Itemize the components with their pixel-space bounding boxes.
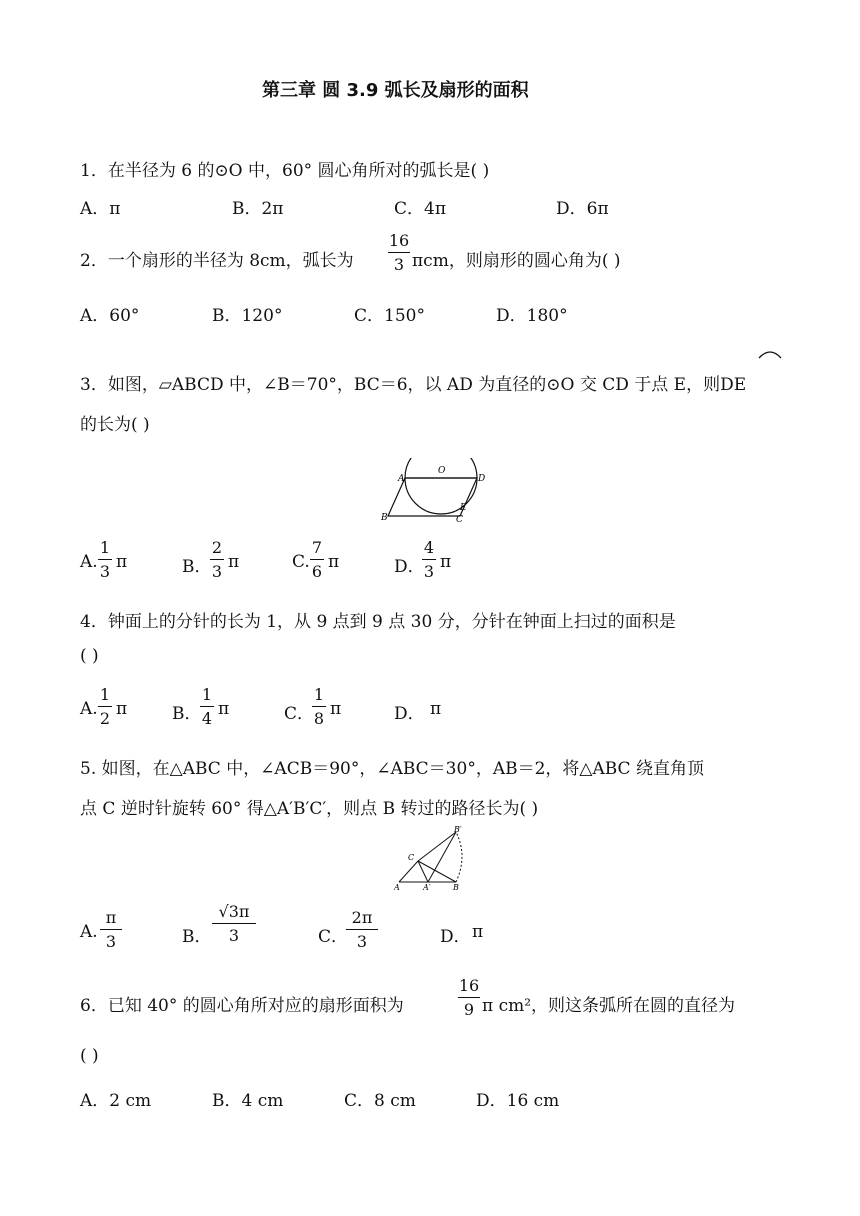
page-title: 第三章 圆 3.9 弧长及扇形的面积 (262, 80, 529, 101)
q4-c-den: 8 (313, 709, 325, 728)
q5-figure (394, 824, 470, 892)
question-6-stem-a: 6．已知 40° 的圆心角所对应的扇形面积为 (80, 996, 404, 1016)
question-3-line-1: 3．如图，▱ABCD 中，∠B＝70°，BC＝6，以 AD 为直径的⊙O 交 CD 于点 E，则DE (80, 375, 747, 395)
q6-option-a: A．2 cm (80, 1091, 152, 1111)
question-6-stem-b: π cm²，则这条弧所在圆的直径为 (482, 996, 736, 1016)
q4-a-den: 2 (99, 709, 111, 728)
q3-figure (376, 458, 488, 524)
q4-option-d-suffix: π (430, 699, 442, 719)
q4-option-c-frac (312, 687, 326, 727)
q5-option-b-prefix: B． (182, 927, 212, 947)
label-c: C (456, 515, 463, 524)
q3-b-den: 3 (211, 562, 223, 581)
q6-fraction (458, 978, 480, 1018)
label-e: E (460, 503, 467, 513)
q3-b-num: 2 (211, 538, 223, 557)
q3-option-a-suffix: π (116, 552, 128, 572)
q6-option-d: D．16 cm (476, 1091, 560, 1111)
q2-fraction (388, 233, 410, 273)
q5-option-b-frac (212, 904, 256, 944)
q1-option-d: D．6π (556, 199, 609, 219)
q5-label-b: B (453, 883, 459, 892)
q3-option-d-prefix: D． (394, 557, 425, 577)
q3-c-num: 7 (311, 538, 323, 557)
q5-b-num: √3π (218, 902, 250, 921)
q2-option-d: D．180° (496, 306, 568, 326)
q3-a-num: 1 (99, 538, 111, 557)
q2-option-a: A．60° (80, 306, 140, 326)
q6-frac-num: 16 (458, 976, 480, 995)
q3-option-a-prefix: A. (80, 552, 98, 572)
question-5-line-1: 5. 如图，在△ABC 中，∠ACB＝90°，∠ABC＝30°，AB＝2，将△ABC 绕直角顶 (80, 759, 704, 779)
q4-option-a-frac (98, 687, 112, 727)
q1-option-b: B．2π (232, 199, 284, 219)
q4-option-a-suffix: π (116, 699, 128, 719)
q5-option-c-frac (346, 910, 378, 950)
q3-a-den: 3 (99, 562, 111, 581)
q5-a-num: π (105, 908, 117, 927)
q5-label-b-prime: B′ (454, 825, 462, 834)
q4-option-d-prefix: D． (394, 704, 425, 724)
label-d: D (478, 474, 486, 484)
question-3-line-2: 的长为( ) (80, 415, 150, 435)
q5-a-den: 3 (105, 932, 117, 951)
q2-frac-den: 3 (393, 255, 405, 274)
q2-option-c: C．150° (354, 306, 425, 326)
q1-option-c: C．4π (394, 199, 446, 219)
q3-option-c-frac (310, 540, 324, 580)
q2-frac-num: 16 (388, 231, 410, 250)
label-b: B (381, 513, 388, 523)
question-1-stem: 1．在半径为 6 的⊙O 中，60° 圆心角所对的弧长是( ) (80, 161, 490, 181)
q4-a-num: 1 (99, 685, 111, 704)
q5-b-den: 3 (228, 926, 240, 945)
q6-frac-den: 9 (463, 1000, 475, 1019)
q4-option-b-prefix: B． (172, 704, 202, 724)
q3-option-c-prefix: C. (292, 552, 310, 572)
q4-option-c-prefix: C． (284, 704, 315, 724)
q4-b-num: 1 (201, 685, 213, 704)
q5-option-d-prefix: D． (440, 927, 471, 947)
question-4-line-2: ( ) (80, 646, 99, 666)
q2-option-b: B．120° (212, 306, 283, 326)
q4-option-c-suffix: π (330, 699, 342, 719)
q3-option-c-suffix: π (328, 552, 340, 572)
q1-option-a: A．π (80, 199, 121, 219)
question-2-stem-a: 2．一个扇形的半径为 8cm，弧长为 (80, 251, 354, 271)
q5-option-a-prefix: A. (80, 922, 98, 942)
q5-option-a-frac (100, 910, 122, 950)
question-2-stem-b: πcm，则扇形的圆心角为( ) (412, 251, 621, 271)
arc-symbol (756, 346, 784, 360)
q4-option-b-frac (200, 687, 214, 727)
q5-label-c: C (408, 853, 415, 862)
q5-c-den: 3 (356, 932, 368, 951)
q5-label-a-prime: A′ (423, 883, 431, 892)
q3-option-a-frac (98, 540, 112, 580)
question-5-line-2: 点 C 逆时针旋转 60° 得△A′B′C′，则点 B 转过的路径长为( ) (80, 799, 539, 819)
q4-option-b-suffix: π (218, 699, 230, 719)
q3-option-b-suffix: π (228, 552, 240, 572)
label-a: A (398, 474, 405, 484)
q3-c-den: 6 (311, 562, 323, 581)
q3-d-num: 4 (423, 538, 435, 557)
q4-b-den: 4 (201, 709, 213, 728)
q3-option-b-prefix: B． (182, 557, 212, 577)
question-4-line-1: 4．钟面上的分针的长为 1，从 9 点到 9 点 30 分，分针在钟面上扫过的面积是 (80, 612, 676, 632)
q6-option-b: B．4 cm (212, 1091, 284, 1111)
q6-option-c: C．8 cm (344, 1091, 416, 1111)
q3-option-d-suffix: π (440, 552, 452, 572)
label-o: O (438, 466, 446, 476)
q5-label-a: A (394, 883, 400, 892)
q5-c-num: 2π (351, 908, 373, 927)
q5-option-d-value: π (472, 922, 484, 942)
q4-c-num: 1 (313, 685, 325, 704)
question-6-line-2: ( ) (80, 1046, 99, 1066)
q3-d-den: 3 (423, 562, 435, 581)
q4-option-a-prefix: A. (80, 699, 98, 719)
q3-option-d-frac (422, 540, 436, 580)
q3-option-b-frac (210, 540, 224, 580)
q5-option-c-prefix: C． (318, 927, 349, 947)
